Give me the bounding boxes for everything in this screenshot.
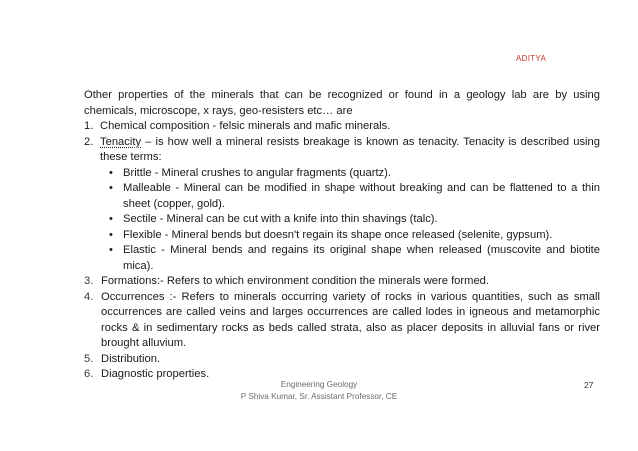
item-text: Formations:- Refers to which environment condition the minerals were formed. <box>101 275 489 287</box>
item-number: 5. <box>84 352 94 365</box>
list-item <box>100 228 600 244</box>
properties-list <box>84 119 600 383</box>
term-text: Elastic - Mineral bends and regains its original shape when released (muscovite and biotite mica). <box>123 244 600 272</box>
item-text: – is how well a mineral resists breakage is known as tenacity. Tenacity is described using these terms: <box>100 135 600 163</box>
list-item <box>84 274 600 290</box>
list-item <box>100 243 600 274</box>
list-item <box>100 181 600 212</box>
item-number: 6. <box>84 368 94 380</box>
footer-course-title: Engineering Geology <box>280 380 358 389</box>
page-number: 27 <box>584 380 594 390</box>
item-number: 2. <box>84 135 94 148</box>
item-text: Diagnostic properties. <box>101 368 210 380</box>
item-number: 4. <box>84 290 94 303</box>
list-item <box>84 290 600 352</box>
list-item <box>84 352 600 368</box>
slide-footer <box>0 379 638 403</box>
term-tenacity: Tenacity <box>100 135 142 148</box>
bullet-icon: • <box>109 213 113 225</box>
item-number: 3. <box>84 275 94 287</box>
bullet-icon: • <box>109 244 113 256</box>
bullet-icon: • <box>109 166 113 179</box>
slide-content <box>84 88 600 383</box>
list-item <box>100 212 600 228</box>
term-text: Flexible - Mineral bends but doesn't regain its shape once released (selenite, gypsum). <box>123 228 553 241</box>
bullet-icon: • <box>109 228 113 241</box>
item-text: Chemical composition - felsic minerals and mafic minerals. <box>100 120 391 132</box>
tenacity-terms-list <box>100 166 600 275</box>
intro-paragraph: Other properties of the minerals that can be recognized or found in a geology lab are by using chemicals, microscope, x rays, geo-resisters etc… are <box>84 89 600 117</box>
item-text: Distribution. <box>101 352 161 365</box>
item-number: 1. <box>84 120 94 132</box>
item-text: Occurrences :- Refers to minerals occurring variety of rocks in various quantities, such as small occurrences are called veins and larges occurrences are called lodes in igneous and metamorphic rocks & in sedimentary rocks as beds called strata, also as placer deposits in alluvial fans or river brought alluvium. <box>101 290 600 349</box>
term-text: Sectile - Mineral can be cut with a knife into thin shavings (talc). <box>123 213 438 225</box>
list-item <box>84 135 600 275</box>
list-item <box>100 166 600 182</box>
list-item <box>84 119 600 135</box>
header-tag: ADITYA <box>516 54 547 63</box>
footer-author: P Shiva Kumar, Sr. Assistant Professor, CE <box>240 392 398 401</box>
term-text: Malleable - Mineral can be modified in shape without breaking and can be flattened to a thin sheet (copper, gold). <box>123 182 600 210</box>
term-text: Brittle - Mineral crushes to angular fragments (quartz). <box>123 166 391 179</box>
bullet-icon: • <box>109 182 113 194</box>
